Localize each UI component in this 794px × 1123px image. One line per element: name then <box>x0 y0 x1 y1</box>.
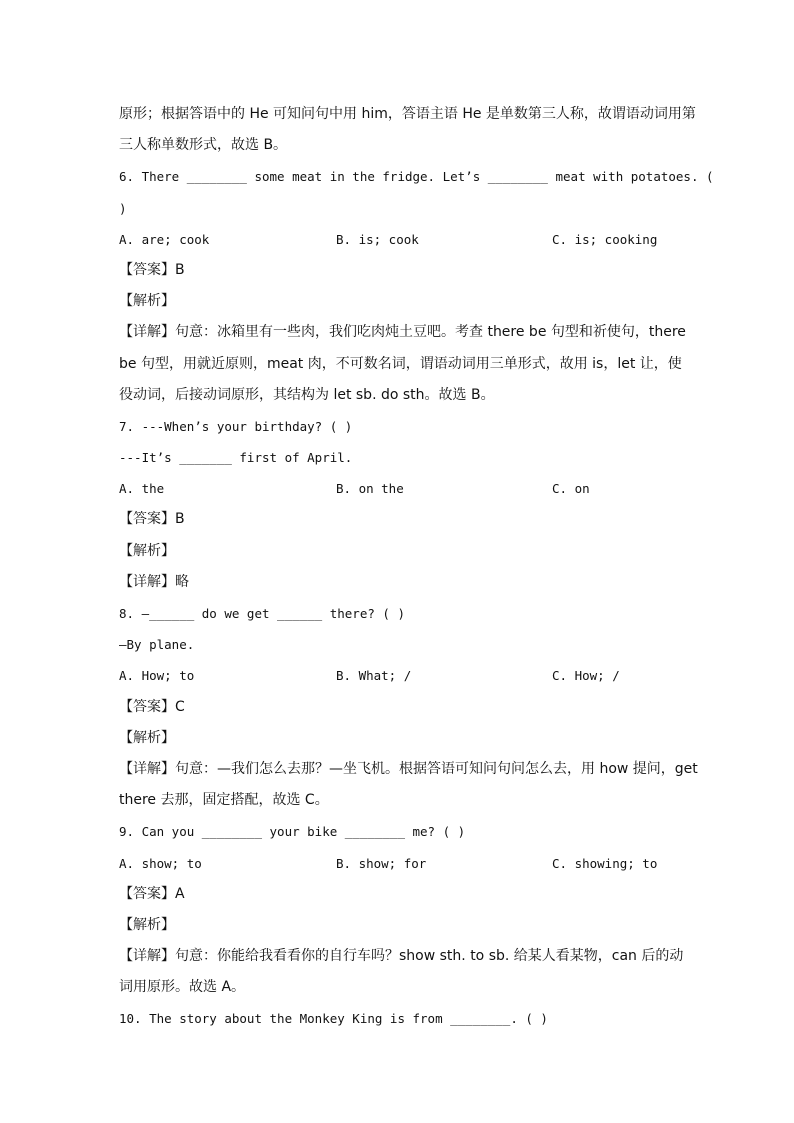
option-a: A. the <box>119 481 165 497</box>
question-8-detail: there 去那，固定搭配，故选 C。 <box>119 792 329 809</box>
option-b: B. What; / <box>336 668 412 684</box>
question-8-reply: —By plane. <box>119 637 195 653</box>
question-6-stem: 6. There ________ some meat in the fridge. Let’s ________ meat with potatoes. ( <box>119 169 714 185</box>
question-9-answer: 【答案】A <box>119 885 185 902</box>
explanation-continuation-line: 三人称单数形式，故选 B。 <box>119 137 288 154</box>
question-6-stem-cont: ) <box>119 200 127 216</box>
question-8-options <box>119 660 679 691</box>
document-content <box>119 99 714 1035</box>
question-7-answer: 【答案】B <box>119 511 185 528</box>
question-9-options <box>119 848 679 879</box>
option-a: A. show; to <box>119 855 202 871</box>
question-9-detail: 【详解】句意：你能给我看看你的自行车吗？show sth. to sb. 给某人看某物，can 后的动 <box>119 948 684 965</box>
question-6-detail: be 句型，用就近原则，meat 肉，不可数名词，谓语动词用三单形式，故用 is，let 让，使 <box>119 355 682 372</box>
question-6-detail: 【详解】句意：冰箱里有一些肉，我们吃肉炖土豆吧。考查 there be 句型和祈使句，there <box>119 324 686 341</box>
question-10-stem: 10. The story about the Monkey King is from ________. ( ) <box>119 1011 548 1027</box>
option-c: C. How; / <box>552 668 620 684</box>
question-7-detail: 【详解】略 <box>119 573 189 590</box>
question-9-analysis: 【解析】 <box>119 916 175 933</box>
explanation-continuation-line: 原形；根据答语中的 He 可知问句中用 him，答语主语 He 是单数第三人称，故谓语动词用第 <box>119 106 696 122</box>
option-b: B. is; cook <box>336 231 419 247</box>
question-9-detail: 词用原形。故选 A。 <box>119 979 246 996</box>
question-7-options <box>119 473 679 504</box>
question-9-stem: 9. Can you ________ your bike ________ me? ( ) <box>119 824 466 840</box>
question-6-options <box>119 224 679 255</box>
question-6-answer: 【答案】B <box>119 261 185 278</box>
question-8-answer: 【答案】C <box>119 698 185 715</box>
option-c: C. is; cooking <box>552 231 658 247</box>
question-6-detail: 役动词，后接动词原形，其结构为 let sb. do sth。故选 B。 <box>119 386 495 403</box>
option-a: A. are; cook <box>119 231 210 247</box>
question-8-stem: 8. —______ do we get ______ there? ( ) <box>119 606 405 621</box>
question-7-stem: 7. ---When’s your birthday? ( ) <box>119 418 353 434</box>
question-6-analysis: 【解析】 <box>119 293 175 310</box>
question-8-detail: 【详解】句意：—我们怎么去那？—坐飞机。根据答语可知问句问怎么去，用 how 提问，get <box>119 760 698 777</box>
option-b: B. on the <box>336 481 404 497</box>
option-a: A. How; to <box>119 668 195 684</box>
question-7-reply: ---It’s _______ first of April. <box>119 450 353 466</box>
question-8-analysis: 【解析】 <box>119 729 175 746</box>
option-b: B. show; for <box>336 855 427 871</box>
question-7-analysis: 【解析】 <box>119 542 175 559</box>
option-c: C. showing; to <box>552 855 658 871</box>
option-c: C. on <box>552 481 590 497</box>
